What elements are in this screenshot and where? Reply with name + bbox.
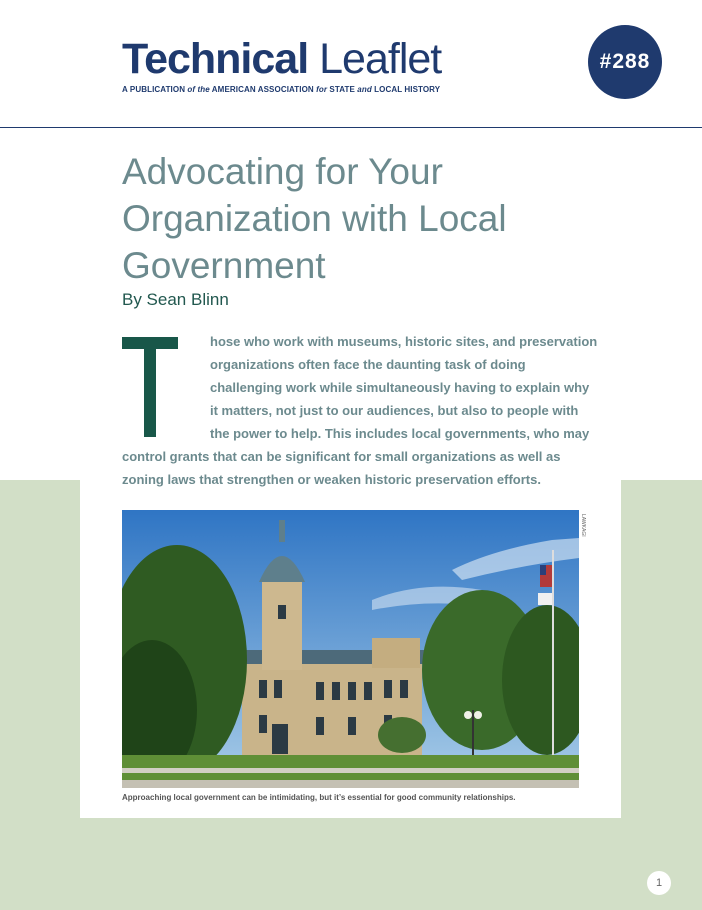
title-light: Leaflet — [319, 35, 442, 83]
intro-line: the power to help. This includes local governments, who may — [210, 426, 590, 441]
subtitle-part: of the — [187, 85, 210, 94]
intro-line: organizations often face the daunting task of doing — [210, 357, 526, 372]
issue-badge: #288 — [588, 25, 662, 99]
subtitle-part: A PUBLICATION — [122, 85, 188, 94]
drop-cap-t — [122, 337, 178, 437]
photo-caption: Approaching local government can be intimidating, but it’s essential for good community relationships. — [122, 793, 516, 802]
title-bold: Technical — [122, 35, 309, 83]
article-byline: By Sean Blinn — [122, 290, 229, 309]
subtitle-part: AMERICAN ASSOCIATION — [209, 85, 317, 94]
subtitle-part: LOCAL HISTORY — [371, 85, 441, 94]
subtitle-part: STATE — [327, 85, 358, 94]
subtitle-part: for — [316, 85, 328, 94]
courthouse-photo — [122, 510, 579, 788]
intro-line: challenging work while simultaneously having to explain why — [210, 380, 590, 395]
intro-line: control grants that can be significant for small organizations as well as — [122, 449, 561, 464]
intro-line: zoning laws that strengthen or weaken historic preservation efforts. — [122, 472, 541, 487]
header-rule — [0, 127, 702, 128]
publication-title — [122, 35, 442, 83]
page-number: 1 — [647, 871, 671, 895]
intro-line: it matters, not just to our audiences, but also to people with — [210, 403, 579, 418]
article-headline: Advocating for Your Organization with Local Government — [122, 151, 507, 286]
photo-credit: LAWKAGI — [580, 514, 586, 537]
intro-line: hose who work with museums, historic sites, and preservation — [210, 334, 598, 349]
publication-subtitle — [122, 85, 440, 94]
subtitle-part: and — [357, 85, 372, 94]
